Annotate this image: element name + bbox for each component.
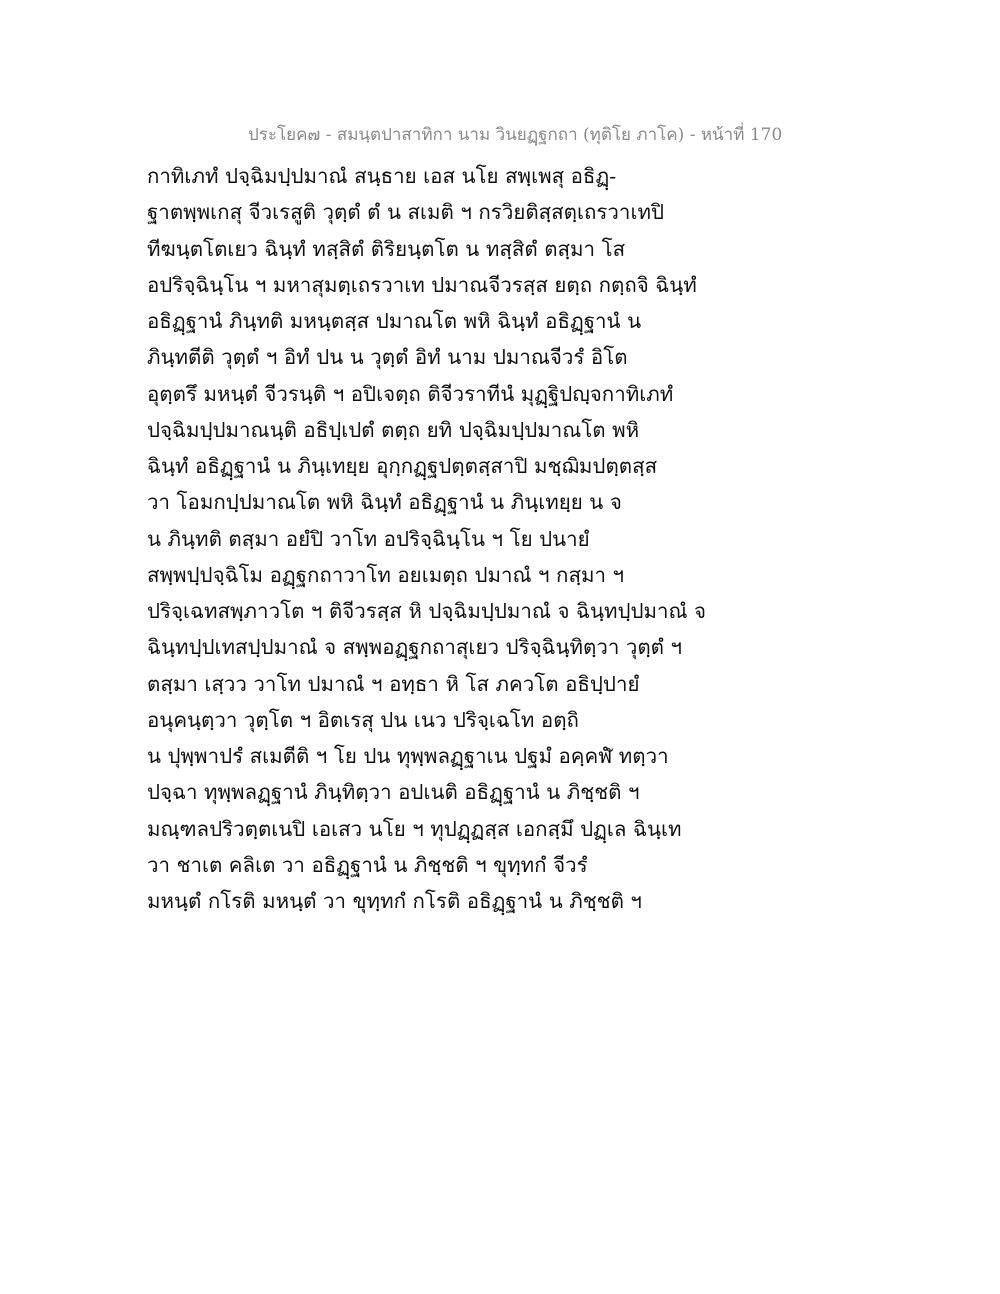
text-line: ปจฺฉา ทุพฺพลฏฺฐานํ ภินฺทิตฺวา อปเนติ อธิฏฺฐานํ น ภิชฺชติ ฯ <box>147 780 640 805</box>
text-line: น ปุพฺพาปรํ สเมตีติ ฯ โย ปน ทุพฺพลฏฺฐาเน ปฐมํ อคฺคฬํ ทตฺวา <box>147 744 669 768</box>
text-line: น ภินฺทติ ตสฺมา อยํปิ วาโท อปริจฺฉินฺโน ฯ โย ปนายํ <box>147 526 590 551</box>
text-line: ภินฺทตีติ วุตฺตํ ฯ อิทํ ปน น วุตฺตํ อิทํ นาม ปมาณจีวรํ อิโต <box>147 345 628 370</box>
text-line: วา ชาเต คลิเต วา อธิฏฺฐานํ น ภิชฺชติ ฯ ขุทฺทกํ จีวรํ <box>147 852 588 877</box>
text-line: อธิฏฺฐานํ ภินฺทติ มหนฺตสฺส ปมาณโต พหิ ฉินฺทํ อธิฏฺฐานํ น <box>147 309 642 333</box>
text-line: อนุคนฺตฺวา วุตฺโต ฯ อิตเรสุ ปน เนว ปริจฺเฉโท อตฺถิ <box>147 707 579 732</box>
text-line: อปริจฺฉินฺโน ฯ มหาสุมตฺเถรวาเท ปมาณจีวรสฺส ยตฺถ กตฺถจิ ฉินฺทํ <box>147 272 697 297</box>
text-line: มหนฺตํ กโรติ มหนฺตํ วา ขุทฺทกํ กโรติ อธิฏฺฐานํ น ภิชฺชติ ฯ <box>147 889 642 913</box>
text-line: ฉินฺทปฺปเทสปฺปมาณํ จ สพฺพอฏฺฐกถาสุเยว ปริจฺฉินฺทิตฺวา วุตฺตํ ฯ <box>147 635 683 660</box>
text-line: ตสฺมา เสฺวว วาโท ปมาณํ ฯ อทฺธา หิ โส ภควโต อธิปฺปายํ <box>147 671 640 696</box>
text-line: วา โอมกปฺปมาณโต พหิ ฉินฺทํ อธิฏฺฐานํ น ภินฺเทยฺย น จ <box>147 490 622 515</box>
text-line: ฐาตพฺพเกสุ จีวเรสูติ วุตฺตํ ตํ น สเมติ ฯ กรวิยติสฺสตฺเถรวาเทปิ <box>147 200 664 225</box>
running-header: ประโยค๗ - สมนฺตปาสาทิกา นาม วินยฏฺฐกถา (ทุติโย ภาโค) - หน้าที่ 170 <box>248 125 783 145</box>
text-line: อุตฺตรึ มหนฺตํ จีวรนฺติ ฯ อปิเจตฺถ ติจีวราทีนํ มุฏฺฐิปญฺจกาทิเภทํ <box>147 381 674 406</box>
text-line: ทีฆนฺตโตเยว ฉินฺทํ ทสฺสิตํ ติริยนฺตโต น ทสฺสิตํ ตสฺมา โส <box>147 236 626 261</box>
text-line: กาทิเภทํ ปจฺฉิมปฺปมาณํ สนฺธาย เอส นโย สพฺเพสุ อธิฏฺ- <box>147 164 617 188</box>
body-text <box>147 158 867 919</box>
text-line: มณฺฑลปริวตฺตเนปิ เอเสว นโย ฯ ทุปฏฺฏสฺส เอกสฺมึ ปฏฺเล ฉินฺเท <box>147 816 682 841</box>
text-line: สพฺพปฺปจฺฉิโม อฏฺฐกถาวาโท อยเมตฺถ ปมาณํ ฯ กสฺมา ฯ <box>147 562 625 587</box>
text-line: ปจฺฉิมปฺปมาณนฺติ อธิปฺเปตํ ตตฺถ ยทิ ปจฺฉิมปฺปมาณโต พหิ <box>147 417 640 442</box>
text-line: ปริจฺเฉทสพฺภาวโต ฯ ติจีวรสฺส หิ ปจฺฉิมปฺปมาณํ จ ฉินฺทปฺปมาณํ จ <box>147 599 707 623</box>
text-line: ฉินฺทํ อธิฏฺฐานํ น ภินฺเทยฺย อุกฺกฏฺฐปตฺตสฺสาปิ มชฺฌิมปตฺตสฺส <box>147 454 658 478</box>
